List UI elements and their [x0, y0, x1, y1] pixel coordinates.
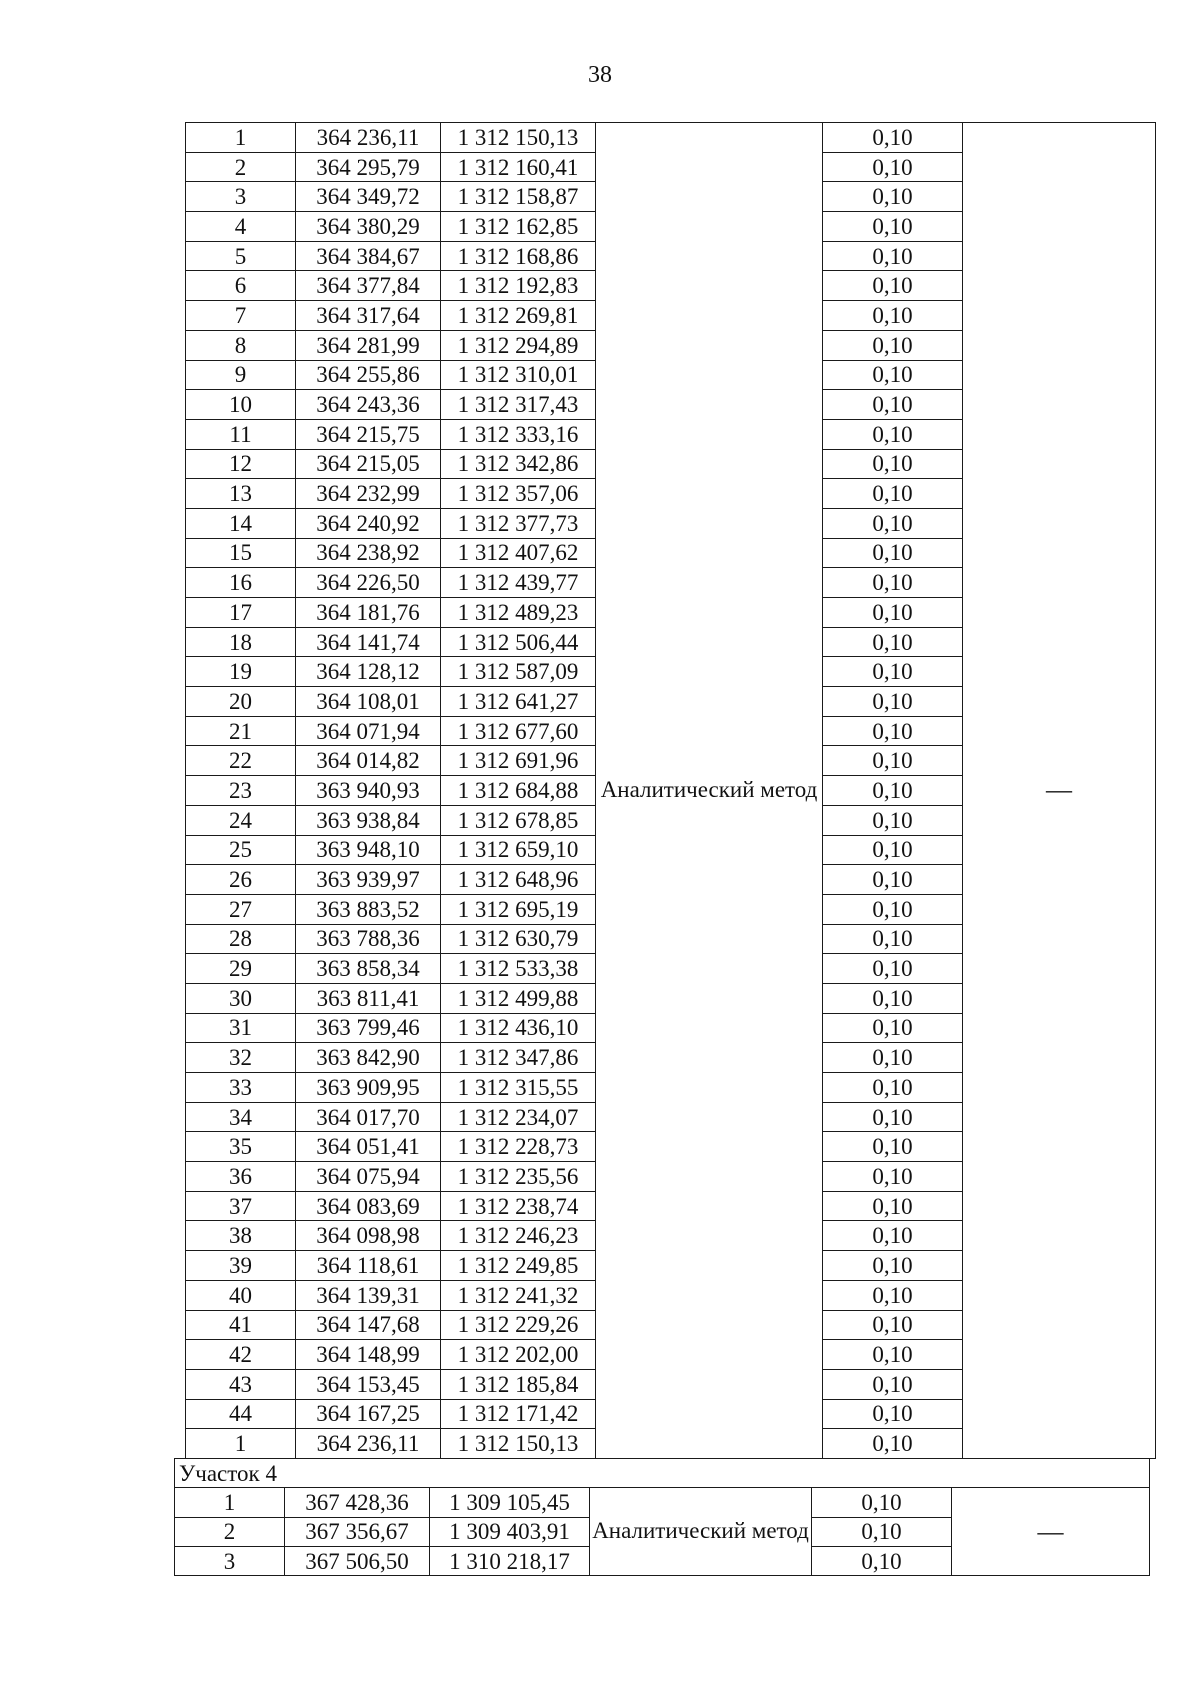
point-number-cell: 42 [186, 1340, 296, 1370]
page-number: 38 [588, 62, 612, 88]
x-coordinate-cell: 364 215,75 [296, 419, 441, 449]
x-coordinate-cell: 364 108,01 [296, 687, 441, 717]
precision-cell: 0,10 [823, 1340, 963, 1370]
precision-cell: 0,10 [823, 1073, 963, 1103]
precision-cell: 0,10 [823, 568, 963, 598]
y-coordinate-cell: 1 309 105,45 [430, 1488, 590, 1517]
x-coordinate-cell: 364 380,29 [296, 212, 441, 242]
x-coordinate-cell: 364 377,84 [296, 271, 441, 301]
precision-cell: 0,10 [823, 508, 963, 538]
point-number-cell: 4 [186, 212, 296, 242]
y-coordinate-cell: 1 312 162,85 [441, 212, 596, 242]
point-number-cell: 27 [186, 894, 296, 924]
y-coordinate-cell: 1 312 695,19 [441, 894, 596, 924]
precision-cell: 0,10 [823, 212, 963, 242]
y-coordinate-cell: 1 312 533,38 [441, 954, 596, 984]
point-number-cell: 38 [186, 1221, 296, 1251]
precision-cell: 0,10 [812, 1517, 952, 1546]
point-number-cell: 6 [186, 271, 296, 301]
x-coordinate-cell: 363 883,52 [296, 894, 441, 924]
x-coordinate-cell: 364 243,36 [296, 390, 441, 420]
precision-cell: 0,10 [823, 1310, 963, 1340]
x-coordinate-cell: 364 147,68 [296, 1310, 441, 1340]
dash-cell: — [952, 1488, 1150, 1576]
y-coordinate-cell: 1 312 294,89 [441, 330, 596, 360]
precision-cell: 0,10 [823, 924, 963, 954]
point-number-cell: 41 [186, 1310, 296, 1340]
x-coordinate-cell: 363 858,34 [296, 954, 441, 984]
y-coordinate-cell: 1 312 202,00 [441, 1340, 596, 1370]
point-number-cell: 28 [186, 924, 296, 954]
precision-cell: 0,10 [823, 1221, 963, 1251]
x-coordinate-cell: 364 051,41 [296, 1132, 441, 1162]
point-number-cell: 3 [186, 182, 296, 212]
precision-cell: 0,10 [823, 776, 963, 806]
precision-cell: 0,10 [823, 954, 963, 984]
x-coordinate-cell: 363 940,93 [296, 776, 441, 806]
point-number-cell: 9 [186, 360, 296, 390]
precision-cell: 0,10 [823, 360, 963, 390]
x-coordinate-cell: 364 098,98 [296, 1221, 441, 1251]
precision-cell: 0,10 [823, 182, 963, 212]
x-coordinate-cell: 364 295,79 [296, 152, 441, 182]
x-coordinate-cell: 364 236,11 [296, 123, 441, 153]
precision-cell: 0,10 [823, 152, 963, 182]
y-coordinate-cell: 1 310 218,17 [430, 1546, 590, 1575]
section-4-table [174, 1458, 1150, 1576]
table-row [175, 1488, 1150, 1517]
point-number-cell: 17 [186, 598, 296, 628]
point-number-cell: 21 [186, 716, 296, 746]
x-coordinate-cell: 364 141,74 [296, 627, 441, 657]
method-cell: Аналитический метод [596, 123, 823, 1459]
precision-cell: 0,10 [823, 598, 963, 628]
precision-cell: 0,10 [823, 538, 963, 568]
precision-cell: 0,10 [823, 746, 963, 776]
y-coordinate-cell: 1 312 684,88 [441, 776, 596, 806]
precision-cell: 0,10 [823, 1043, 963, 1073]
y-coordinate-cell: 1 312 269,81 [441, 301, 596, 331]
x-coordinate-cell: 363 842,90 [296, 1043, 441, 1073]
point-number-cell: 24 [186, 805, 296, 835]
x-coordinate-cell: 363 799,46 [296, 1013, 441, 1043]
y-coordinate-cell: 1 312 333,16 [441, 419, 596, 449]
point-number-cell: 29 [186, 954, 296, 984]
y-coordinate-cell: 1 312 436,10 [441, 1013, 596, 1043]
x-coordinate-cell: 364 255,86 [296, 360, 441, 390]
precision-cell: 0,10 [823, 627, 963, 657]
point-number-cell: 1 [175, 1488, 285, 1517]
precision-cell: 0,10 [823, 1429, 963, 1459]
point-number-cell: 20 [186, 687, 296, 717]
precision-cell: 0,10 [812, 1488, 952, 1517]
point-number-cell: 8 [186, 330, 296, 360]
point-number-cell: 13 [186, 479, 296, 509]
precision-cell: 0,10 [823, 449, 963, 479]
x-coordinate-cell: 364 139,31 [296, 1280, 441, 1310]
point-number-cell: 23 [186, 776, 296, 806]
precision-cell: 0,10 [823, 983, 963, 1013]
y-coordinate-cell: 1 312 185,84 [441, 1369, 596, 1399]
y-coordinate-cell: 1 312 168,86 [441, 241, 596, 271]
point-number-cell: 2 [175, 1517, 285, 1546]
precision-cell: 0,10 [823, 1280, 963, 1310]
y-coordinate-cell: 1 312 310,01 [441, 360, 596, 390]
point-number-cell: 7 [186, 301, 296, 331]
y-coordinate-cell: 1 312 587,09 [441, 657, 596, 687]
point-number-cell: 16 [186, 568, 296, 598]
y-coordinate-cell: 1 312 315,55 [441, 1073, 596, 1103]
point-number-cell: 37 [186, 1191, 296, 1221]
precision-cell: 0,10 [823, 1013, 963, 1043]
x-coordinate-cell: 364 181,76 [296, 598, 441, 628]
point-number-cell: 22 [186, 746, 296, 776]
x-coordinate-cell: 364 075,94 [296, 1162, 441, 1192]
x-coordinate-cell: 364 384,67 [296, 241, 441, 271]
precision-cell: 0,10 [823, 301, 963, 331]
y-coordinate-cell: 1 312 229,26 [441, 1310, 596, 1340]
x-coordinate-cell: 364 240,92 [296, 508, 441, 538]
y-coordinate-cell: 1 312 246,23 [441, 1221, 596, 1251]
point-number-cell: 1 [186, 1429, 296, 1459]
point-number-cell: 35 [186, 1132, 296, 1162]
y-coordinate-cell: 1 312 648,96 [441, 865, 596, 895]
point-number-cell: 36 [186, 1162, 296, 1192]
y-coordinate-cell: 1 312 342,86 [441, 449, 596, 479]
precision-cell: 0,10 [823, 716, 963, 746]
precision-cell: 0,10 [823, 687, 963, 717]
y-coordinate-cell: 1 312 377,73 [441, 508, 596, 538]
x-coordinate-cell: 363 788,36 [296, 924, 441, 954]
x-coordinate-cell: 364 128,12 [296, 657, 441, 687]
point-number-cell: 25 [186, 835, 296, 865]
point-number-cell: 10 [186, 390, 296, 420]
precision-cell: 0,10 [823, 241, 963, 271]
x-coordinate-cell: 364 148,99 [296, 1340, 441, 1370]
y-coordinate-cell: 1 312 439,77 [441, 568, 596, 598]
precision-cell: 0,10 [823, 657, 963, 687]
y-coordinate-cell: 1 312 317,43 [441, 390, 596, 420]
x-coordinate-cell: 364 167,25 [296, 1399, 441, 1429]
y-coordinate-cell: 1 312 630,79 [441, 924, 596, 954]
x-coordinate-cell: 367 356,67 [285, 1517, 430, 1546]
precision-cell: 0,10 [823, 805, 963, 835]
y-coordinate-cell: 1 312 150,13 [441, 1429, 596, 1459]
precision-cell: 0,10 [823, 330, 963, 360]
y-coordinate-cell: 1 312 357,06 [441, 479, 596, 509]
y-coordinate-cell: 1 312 678,85 [441, 805, 596, 835]
point-number-cell: 26 [186, 865, 296, 895]
x-coordinate-cell: 364 153,45 [296, 1369, 441, 1399]
x-coordinate-cell: 364 236,11 [296, 1429, 441, 1459]
precision-cell: 0,10 [823, 1251, 963, 1281]
y-coordinate-cell: 1 312 192,83 [441, 271, 596, 301]
y-coordinate-cell: 1 312 506,44 [441, 627, 596, 657]
x-coordinate-cell: 364 083,69 [296, 1191, 441, 1221]
section-header-row [175, 1459, 1150, 1488]
point-number-cell: 15 [186, 538, 296, 568]
precision-cell: 0,10 [823, 865, 963, 895]
x-coordinate-cell: 364 238,92 [296, 538, 441, 568]
x-coordinate-cell: 367 506,50 [285, 1546, 430, 1575]
y-coordinate-cell: 1 312 677,60 [441, 716, 596, 746]
point-number-cell: 39 [186, 1251, 296, 1281]
precision-cell: 0,10 [823, 835, 963, 865]
point-number-cell: 31 [186, 1013, 296, 1043]
x-coordinate-cell: 364 232,99 [296, 479, 441, 509]
coordinates-table [185, 122, 1156, 1459]
precision-cell: 0,10 [823, 1369, 963, 1399]
point-number-cell: 5 [186, 241, 296, 271]
x-coordinate-cell: 364 017,70 [296, 1102, 441, 1132]
precision-cell: 0,10 [823, 419, 963, 449]
x-coordinate-cell: 363 811,41 [296, 983, 441, 1013]
x-coordinate-cell: 364 281,99 [296, 330, 441, 360]
x-coordinate-cell: 364 317,64 [296, 301, 441, 331]
point-number-cell: 2 [186, 152, 296, 182]
y-coordinate-cell: 1 312 641,27 [441, 687, 596, 717]
y-coordinate-cell: 1 312 235,56 [441, 1162, 596, 1192]
y-coordinate-cell: 1 312 659,10 [441, 835, 596, 865]
y-coordinate-cell: 1 312 499,88 [441, 983, 596, 1013]
x-coordinate-cell: 364 014,82 [296, 746, 441, 776]
point-number-cell: 32 [186, 1043, 296, 1073]
point-number-cell: 43 [186, 1369, 296, 1399]
x-coordinate-cell: 364 226,50 [296, 568, 441, 598]
table-row [186, 123, 1156, 153]
point-number-cell: 11 [186, 419, 296, 449]
y-coordinate-cell: 1 312 160,41 [441, 152, 596, 182]
precision-cell: 0,10 [823, 271, 963, 301]
x-coordinate-cell: 364 349,72 [296, 182, 441, 212]
section-label: Участок 4 [175, 1459, 1150, 1488]
point-number-cell: 12 [186, 449, 296, 479]
x-coordinate-cell: 363 948,10 [296, 835, 441, 865]
point-number-cell: 44 [186, 1399, 296, 1429]
y-coordinate-cell: 1 309 403,91 [430, 1517, 590, 1546]
point-number-cell: 19 [186, 657, 296, 687]
y-coordinate-cell: 1 312 347,86 [441, 1043, 596, 1073]
y-coordinate-cell: 1 312 489,23 [441, 598, 596, 628]
y-coordinate-cell: 1 312 241,32 [441, 1280, 596, 1310]
y-coordinate-cell: 1 312 238,74 [441, 1191, 596, 1221]
method-cell: Аналитический метод [590, 1488, 812, 1576]
y-coordinate-cell: 1 312 158,87 [441, 182, 596, 212]
precision-cell: 0,10 [823, 1191, 963, 1221]
point-number-cell: 34 [186, 1102, 296, 1132]
point-number-cell: 30 [186, 983, 296, 1013]
y-coordinate-cell: 1 312 171,42 [441, 1399, 596, 1429]
x-coordinate-cell: 363 909,95 [296, 1073, 441, 1103]
y-coordinate-cell: 1 312 691,96 [441, 746, 596, 776]
precision-cell: 0,10 [823, 894, 963, 924]
x-coordinate-cell: 364 215,05 [296, 449, 441, 479]
precision-cell: 0,10 [823, 1162, 963, 1192]
point-number-cell: 18 [186, 627, 296, 657]
y-coordinate-cell: 1 312 234,07 [441, 1102, 596, 1132]
precision-cell: 0,10 [823, 1399, 963, 1429]
point-number-cell: 14 [186, 508, 296, 538]
x-coordinate-cell: 363 939,97 [296, 865, 441, 895]
point-number-cell: 33 [186, 1073, 296, 1103]
y-coordinate-cell: 1 312 249,85 [441, 1251, 596, 1281]
y-coordinate-cell: 1 312 228,73 [441, 1132, 596, 1162]
y-coordinate-cell: 1 312 150,13 [441, 123, 596, 153]
precision-cell: 0,10 [823, 1132, 963, 1162]
x-coordinate-cell: 363 938,84 [296, 805, 441, 835]
precision-cell: 0,10 [823, 479, 963, 509]
precision-cell: 0,10 [812, 1546, 952, 1575]
x-coordinate-cell: 364 118,61 [296, 1251, 441, 1281]
point-number-cell: 3 [175, 1546, 285, 1575]
y-coordinate-cell: 1 312 407,62 [441, 538, 596, 568]
x-coordinate-cell: 364 071,94 [296, 716, 441, 746]
dash-cell: — [963, 123, 1156, 1459]
point-number-cell: 1 [186, 123, 296, 153]
x-coordinate-cell: 367 428,36 [285, 1488, 430, 1517]
point-number-cell: 40 [186, 1280, 296, 1310]
precision-cell: 0,10 [823, 1102, 963, 1132]
precision-cell: 0,10 [823, 123, 963, 153]
precision-cell: 0,10 [823, 390, 963, 420]
